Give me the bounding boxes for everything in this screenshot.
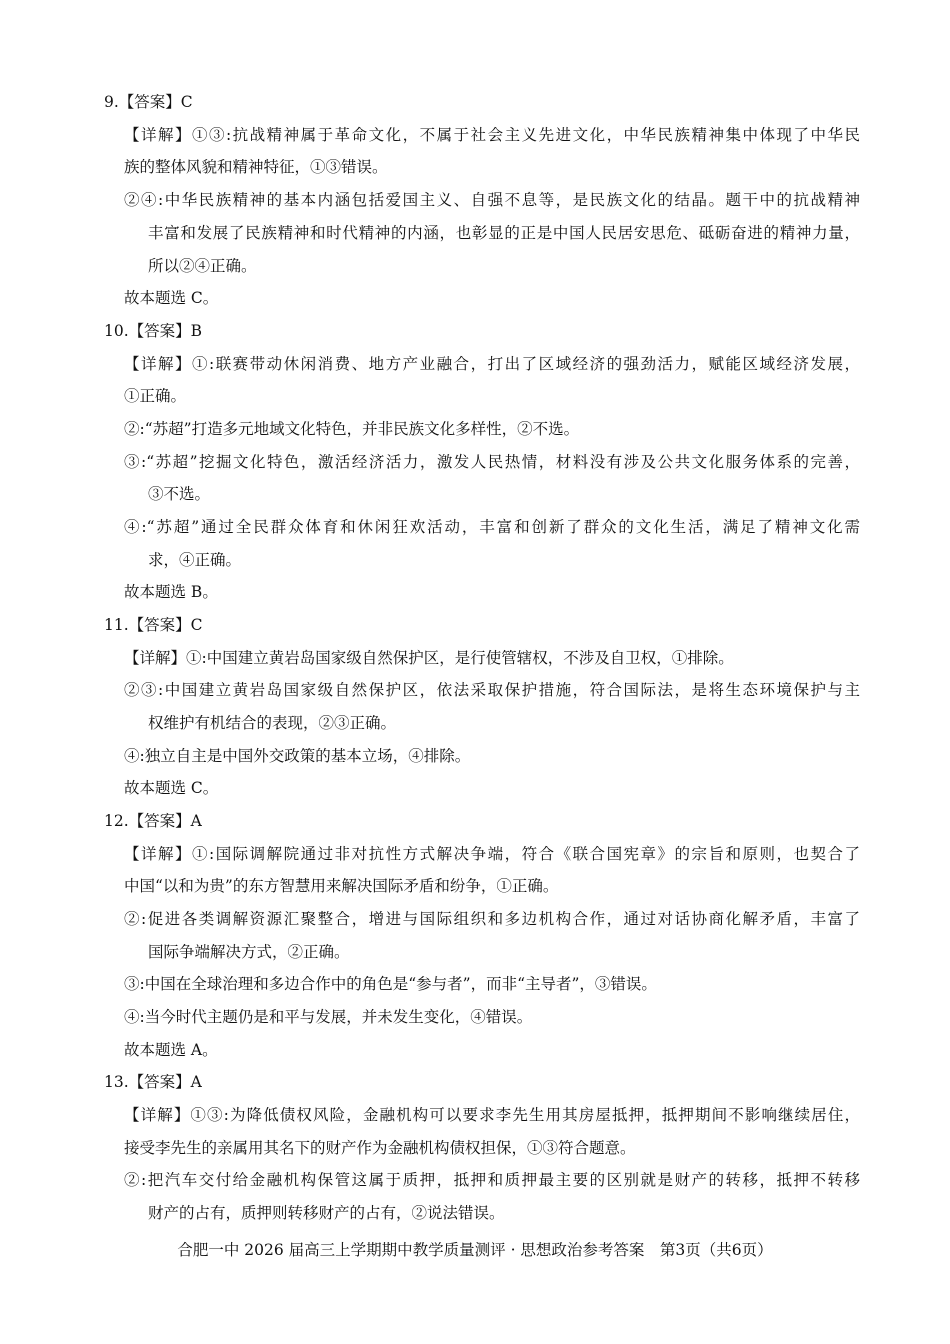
- q10-item-line: 求，④正确。: [148, 551, 242, 569]
- q9-detail-line: 【详解】①③:抗战精神属于革命文化，不属于社会主义先进文化，中华民族精神集中体现了中华民: [124, 126, 860, 144]
- q10-conclusion: 故本题选 B。: [124, 583, 218, 601]
- q11-item-line: ④:独立自主是中国外交政策的基本立场，④排除。: [124, 747, 471, 765]
- q12-detail-line: 【详解】①:国际调解院通过非对抗性方式解决争端，符合《联合国宪章》的宗旨和原则，也契合了: [124, 845, 860, 863]
- q10-detail-line: 【详解】①:联赛带动休闲消费、地方产业融合，打出了区域经济的强劲活力，赋能区域经济发展，: [124, 355, 860, 373]
- q13-detail-line: 接受李先生的亲属用其名下的财产作为金融机构债权担保，①③符合题意。: [124, 1139, 636, 1157]
- q11-item-line: ②③:中国建立黄岩岛国家级自然保护区，依法采取保护措施，符合国际法，是将生态环境保护与主: [124, 681, 860, 699]
- q12-answer: 12.【答案】A: [104, 812, 202, 830]
- q13-item-line: 财产的占有，质押则转移财产的占有，②说法错误。: [148, 1204, 505, 1222]
- q12-item-line: ④:当今时代主题仍是和平与发展，并未发生变化，④错误。: [124, 1008, 533, 1026]
- q13-answer: 13.【答案】A: [104, 1073, 202, 1091]
- q11-answer: 11.【答案】C: [104, 616, 203, 634]
- q9-conclusion: 故本题选 C。: [124, 289, 219, 307]
- q13-detail-line: 【详解】①③:为降低债权风险，金融机构可以要求李先生用其房屋抵押，抵押期间不影响继续居住，: [124, 1106, 860, 1124]
- q10-item-line: ④:“苏超”通过全民群众体育和休闲狂欢活动，丰富和创新了群众的文化生活，满足了精神文化需: [124, 518, 860, 536]
- q11-item-line: 权维护有机结合的表现，②③正确。: [148, 714, 397, 732]
- q9-item-line: ②④:中华民族精神的基本内涵包括爱国主义、自强不息等，是民族文化的结晶。题干中的抗战精神: [124, 191, 860, 209]
- q9-item-line: 丰富和发展了民族精神和时代精神的内涵，也彰显的正是中国人民居安思危、砥砺奋进的精神力量，: [148, 224, 860, 242]
- q10-item-line: ③不选。: [148, 485, 211, 503]
- q12-conclusion: 故本题选 A。: [124, 1041, 218, 1059]
- q12-detail-line: 中国“以和为贵”的东方智慧用来解决国际矛盾和纷争，①正确。: [124, 877, 559, 895]
- q13-item-line: ②:把汽车交付给金融机构保管这属于质押，抵押和质押最主要的区别就是财产的转移，抵押不转移: [124, 1171, 860, 1189]
- q10-detail-line: ①正确。: [124, 387, 187, 405]
- q12-item-line: ③:中国在全球治理和多边合作中的角色是“参与者”，而非“主导者”，③错误。: [124, 975, 657, 993]
- q12-item-line: 国际争端解决方式，②正确。: [148, 943, 350, 961]
- q12-item-line: ②:促进各类调解资源汇聚整合，增进与国际组织和多边机构合作，通过对话协商化解矛盾，丰富了: [124, 910, 860, 928]
- q10-item-line: ②:“苏超”打造多元地域文化特色，并非民族文化多样性，②不选。: [124, 420, 580, 438]
- q9-detail-line: 族的整体风貌和精神特征，①③错误。: [124, 158, 388, 176]
- q10-item-line: ③:“苏超”挖掘文化特色，激活经济活力，激发人民热情，材料没有涉及公共文化服务体系的完善，: [124, 453, 860, 471]
- q9-answer: 9.【答案】C: [104, 93, 193, 111]
- q11-conclusion: 故本题选 C。: [124, 779, 219, 797]
- q9-item-line: 所以②④正确。: [148, 257, 257, 275]
- q10-answer: 10.【答案】B: [104, 322, 203, 340]
- page-footer: 合肥一中 2026 届高三上学期期中教学质量测评 · 思想政治参考答案 第3页（共6页）: [177, 1241, 773, 1259]
- q11-detail-line: 【详解】①:中国建立黄岩岛国家级自然保护区，是行使管辖权，不涉及自卫权，①排除。: [124, 649, 734, 667]
